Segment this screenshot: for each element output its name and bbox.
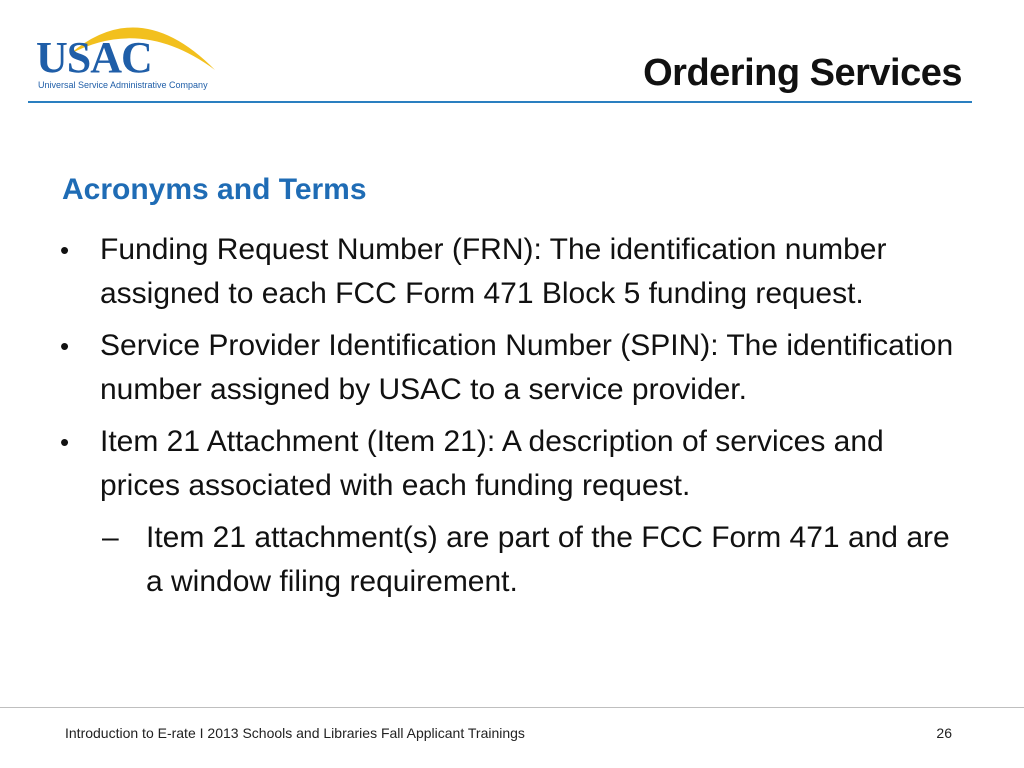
bullet-text: Funding Request Number (FRN): The identification number assigned to each FCC Form 471 Block 5 funding request. — [100, 233, 887, 310]
bullet-list — [58, 228, 958, 604]
bullet-text: Service Provider Identification Number (SPIN): The identification number assigned by USAC to a service provider. — [100, 329, 954, 406]
page-number: 26 — [936, 725, 952, 741]
bullet-icon: • — [60, 235, 70, 265]
section-heading: Acronyms and Terms — [62, 173, 367, 206]
bullet-item-item21 — [58, 420, 958, 508]
logo-wordmark: USAC — [36, 33, 152, 82]
sub-bullet-text: Item 21 attachment(s) are part of the FCC Form 471 and are a window filing requirement. — [146, 521, 950, 598]
footer-text: Introduction to E-rate I 2013 Schools and Libraries Fall Applicant Trainings — [65, 725, 525, 741]
footer-divider — [0, 707, 1024, 708]
title-divider — [28, 101, 972, 103]
usac-logo — [30, 12, 230, 92]
bullet-item-spin — [58, 324, 958, 412]
bullet-icon: • — [60, 331, 70, 361]
dash-icon: – — [102, 521, 119, 554]
slide-title: Ordering Services — [643, 52, 962, 94]
sub-bullet-item — [58, 516, 958, 604]
bullet-icon: • — [60, 427, 70, 457]
logo-tagline: Universal Service Administrative Company — [38, 80, 208, 90]
bullet-text: Item 21 Attachment (Item 21): A description of services and prices associated with each funding request. — [100, 425, 884, 502]
bullet-item-frn — [58, 228, 958, 316]
